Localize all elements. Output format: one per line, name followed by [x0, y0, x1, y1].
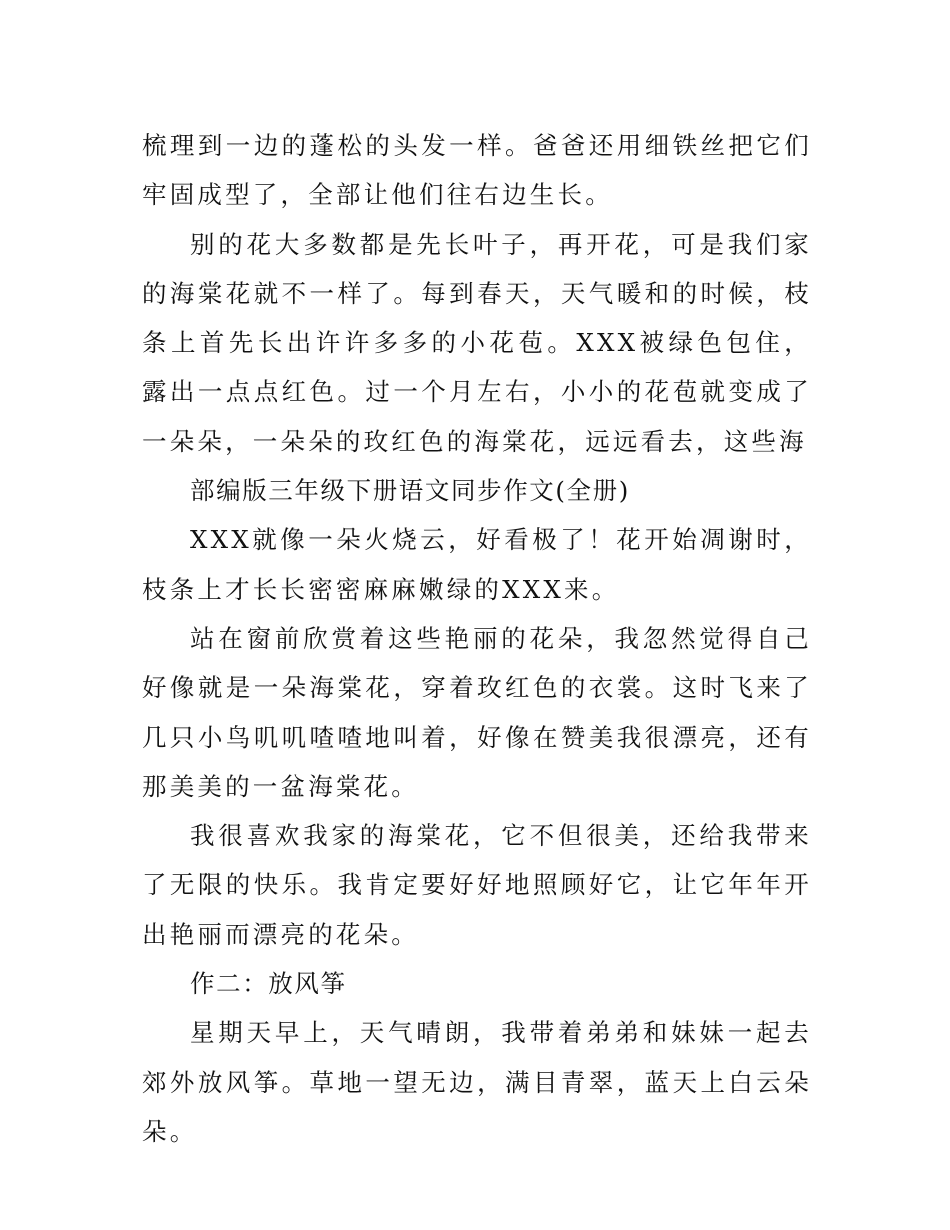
- essay-two-title: 作二：放风筝: [190, 969, 347, 999]
- paragraph-haitang-blooming: 别的花大多数都是先长叶子，再开花，可是我们家的海棠花就不一样了。每到春天，天气暖和的时候，枝条上首先长出许许多多的小花苞。XXX被绿色包住，露出一点点红色。过一个月左右，小小的花苞就变成了一朵朵，一朵朵的玫红色的海棠花，远远看去，这些海: [142, 229, 812, 456]
- paragraph-kite-flying: 星期天早上，天气晴朗，我带着弟弟和妹妹一起去郊外放风筝。草地一望无边，满目青翠，蓝天上白云朵朵。: [142, 1018, 812, 1146]
- paragraph-continuation: 梳理到一边的蓬松的头发一样。爸爸还用细铁丝把它们牢固成型了，全部让他们往右边生长。: [142, 131, 812, 210]
- paragraph-fire-cloud: XXX就像一朵火烧云，好看极了！花开始凋谢时，枝条上才长长密密麻麻嫩绿的XXX来。: [142, 525, 812, 604]
- paragraph-window-view: 站在窗前欣赏着这些艳丽的花朵，我忽然觉得自己好像就是一朵海棠花，穿着玫红色的衣裳。这时飞来了几只小鸟叽叽喳喳地叫着，好像在赞美我很漂亮，还有那美美的一盆海棠花。: [142, 623, 812, 801]
- document-header-title: 部编版三年级下册语文同步作文(全册): [190, 476, 630, 506]
- document-body: [142, 121, 812, 1156]
- paragraph-like-haitang: 我很喜欢我家的海棠花，它不但很美，还给我带来了无限的快乐。我肯定要好好地照顾好它，让它年年开出艳丽而漂亮的花朵。: [142, 821, 812, 949]
